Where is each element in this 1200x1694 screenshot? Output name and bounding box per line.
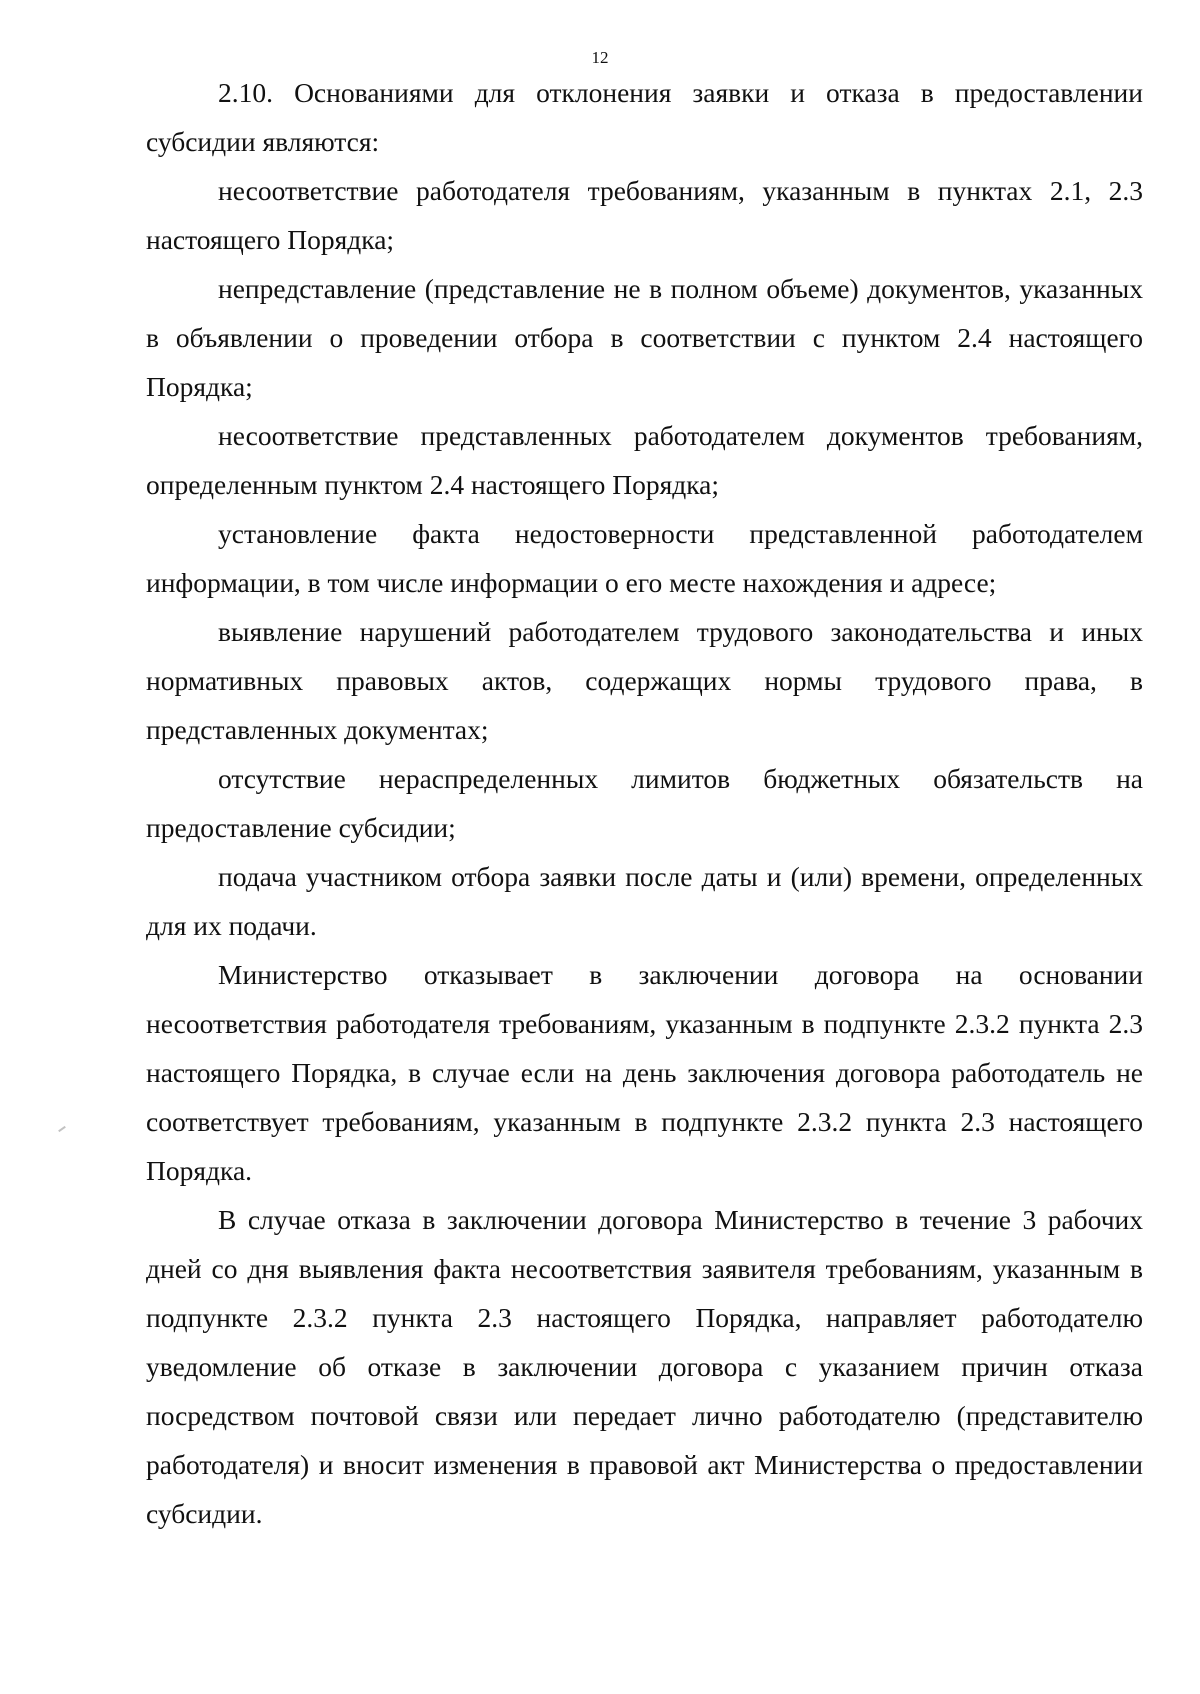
paragraph-late-submission: подача участником отбора заявки после даты и (или) времени, определенных для их подачи. bbox=[146, 861, 1143, 941]
paragraph-contract-refusal: Министерство отказывает в заключении договора на основании несоответствия работодателя требованиям, указанным в подпункте 2.3.2 пункта 2.3 настоящего Порядка, в случае если на день заключения договора работодатель не соответствует требованиям, указанным в подпункте 2.3.2 пункта 2.3 настоящего Порядка. bbox=[146, 959, 1143, 1186]
paragraph-labor-violations: выявление нарушений работодателем трудового законодательства и иных нормативных правовых актов, содержащих нормы трудового права, в представленных документах; bbox=[146, 616, 1143, 745]
scan-speck bbox=[58, 1126, 66, 1132]
page-number: 12 bbox=[591, 48, 609, 67]
paragraph-incomplete-documents: непредставление (представление не в полном объеме) документов, указанных в объявлении о проведении отбора в соответствии с пунктом 2.4 настоящего Порядка; bbox=[146, 273, 1143, 402]
paragraph-documents-noncompliance: несоответствие представленных работодателем документов требованиям, определенным пунктом 2.4 настоящего Порядка; bbox=[146, 420, 1143, 500]
paragraph-refusal-notification: В случае отказа в заключении договора Министерство в течение 3 рабочих дней со дня выявления факта несоответствия заявителя требованиям, указанным в подпункте 2.3.2 пункта 2.3 настоящего Порядка, направляет работодателю уведомление об отказе в заключении договора с указанием причин отказа посредством почтовой связи или передает лично работодателю (представителю работодателя) и вносит изменения в правовой акт Министерства о предоставлении субсидии. bbox=[146, 1204, 1143, 1529]
paragraph-no-budget-limits: отсутствие нераспределенных лимитов бюджетных обязательств на предоставление субсидии; bbox=[146, 763, 1143, 843]
paragraph-rejection-grounds: 2.10. Основаниями для отклонения заявки и отказа в предоставлении субсидии являются: bbox=[146, 77, 1143, 157]
document-body bbox=[146, 68, 1143, 1538]
paragraph-false-information: установление факта недостоверности представленной работодателем информации, в том числе информации о его месте нахождения и адресе; bbox=[146, 518, 1143, 598]
paragraph-employer-noncompliance: несоответствие работодателя требованиям, указанным в пунктах 2.1, 2.3 настоящего Порядка; bbox=[146, 175, 1143, 255]
